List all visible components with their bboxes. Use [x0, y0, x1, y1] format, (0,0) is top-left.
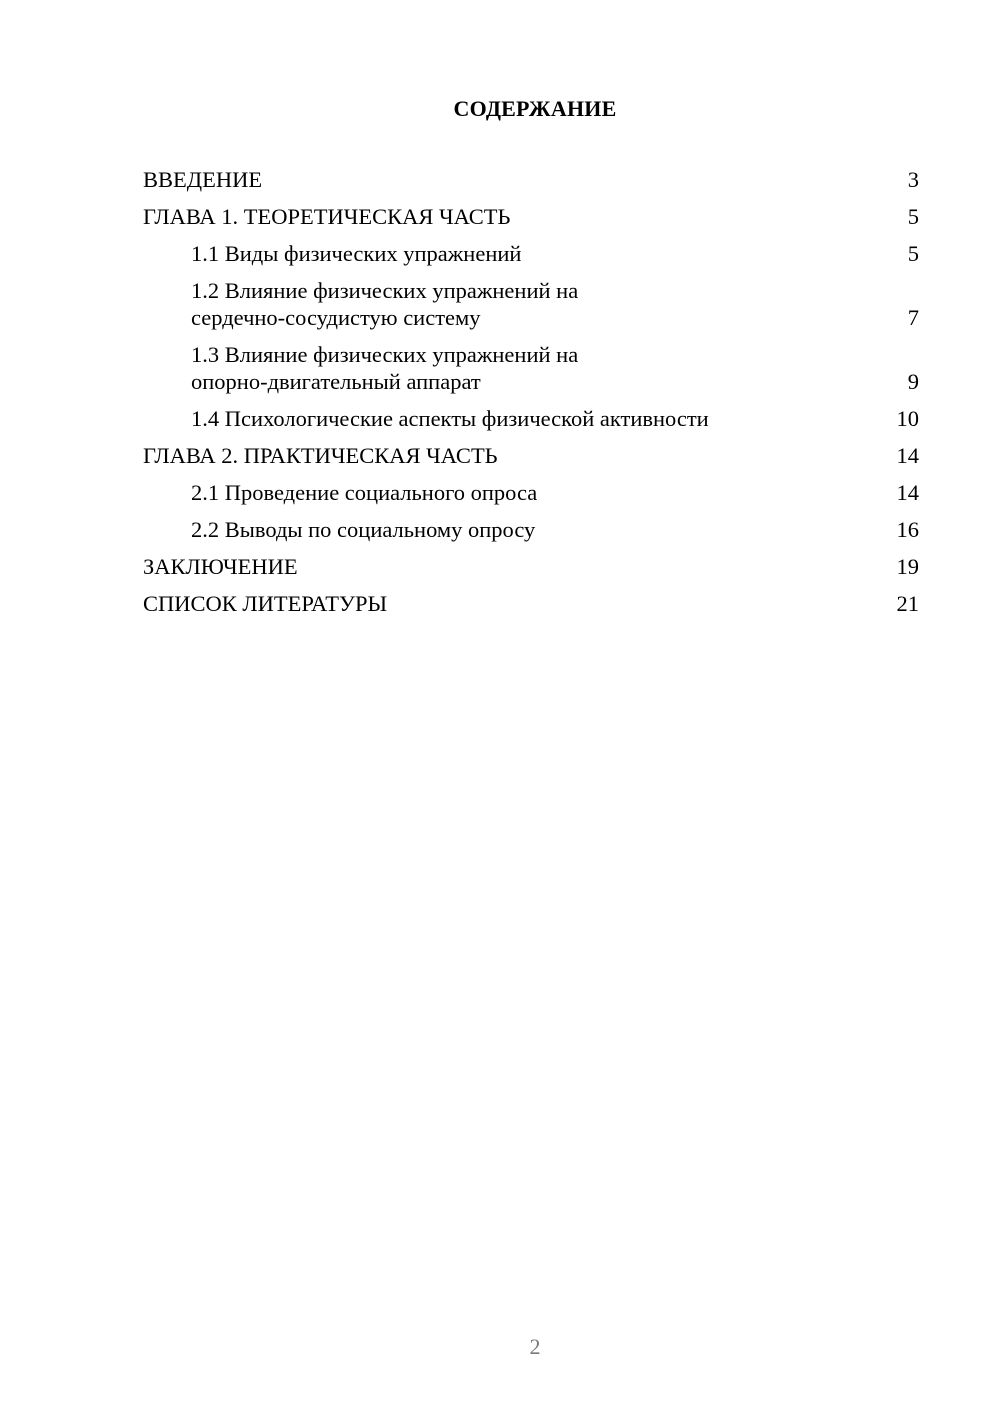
- toc-entry-line: ГЛАВА 2. ПРАКТИЧЕСКАЯ ЧАСТЬ: [143, 443, 498, 468]
- table-of-contents: [143, 166, 919, 627]
- toc-entry-line: 2.2 Выводы по социальному опросу: [191, 517, 536, 542]
- toc-entry-text: [143, 166, 919, 193]
- toc-entry-page: 10: [896, 406, 919, 431]
- toc-entry-line: ГЛАВА 1. ТЕОРЕТИЧЕСКАЯ ЧАСТЬ: [143, 204, 511, 229]
- toc-entry-text: [191, 516, 919, 543]
- toc-entry-page: 14: [896, 443, 919, 468]
- toc-entry-references: [143, 590, 919, 617]
- toc-entry-page: 14: [896, 480, 919, 505]
- toc-entry-page: 7: [907, 305, 919, 330]
- toc-entry-text: [191, 341, 919, 395]
- toc-entry-text: [143, 203, 919, 230]
- toc-entry-page: 19: [896, 554, 919, 579]
- toc-entry-text: [143, 553, 919, 580]
- toc-entry-line: ЗАКЛЮЧЕНИЕ: [143, 554, 298, 579]
- toc-entry-chapter-1: [143, 203, 919, 230]
- toc-entry-section-1-1: [143, 240, 919, 267]
- toc-entry-section-2-1: [143, 479, 919, 506]
- toc-entry-line: СПИСОК ЛИТЕРАТУРЫ: [143, 591, 388, 616]
- toc-entry-text: [143, 590, 919, 617]
- toc-entry-line: сердечно-сосудистую систему: [191, 305, 481, 330]
- toc-entry-text: [191, 479, 919, 506]
- toc-entry-conclusion: [143, 553, 919, 580]
- toc-entry-section-1-2: [143, 277, 919, 331]
- toc-entry-line: 1.1 Виды физических упражнений: [191, 241, 522, 266]
- toc-entry-introduction: [143, 166, 919, 193]
- toc-entry-line: 1.4 Психологические аспекты физической активности: [191, 406, 709, 431]
- toc-entry-page: 21: [896, 591, 919, 616]
- toc-entry-section-1-4: [143, 405, 919, 432]
- toc-entry-page: 9: [907, 369, 919, 394]
- toc-entry-line: 2.1 Проведение социального опроса: [191, 480, 538, 505]
- toc-title: СОДЕРЖАНИЕ: [453, 96, 617, 121]
- toc-entry-line: 1.2 Влияние физических упражнений на: [191, 278, 579, 303]
- toc-entry-page: 5: [907, 204, 919, 229]
- toc-entry-chapter-2: [143, 442, 919, 469]
- toc-entry-page: 5: [907, 241, 919, 266]
- toc-entry-line: опорно-двигательный аппарат: [191, 369, 481, 394]
- toc-entry-text: [143, 442, 919, 469]
- toc-entry-text: [191, 405, 919, 432]
- toc-entry-section-2-2: [143, 516, 919, 543]
- toc-entry-line: ВВЕДЕНИЕ: [143, 167, 263, 192]
- toc-entry-page: 16: [896, 517, 919, 542]
- toc-entry-line: 1.3 Влияние физических упражнений на: [191, 342, 579, 367]
- toc-entry-text: [191, 277, 919, 331]
- toc-entry-page: 3: [907, 167, 919, 192]
- toc-entry-section-1-3: [143, 341, 919, 395]
- page-number: 2: [529, 1334, 541, 1359]
- toc-entry-text: [191, 240, 919, 267]
